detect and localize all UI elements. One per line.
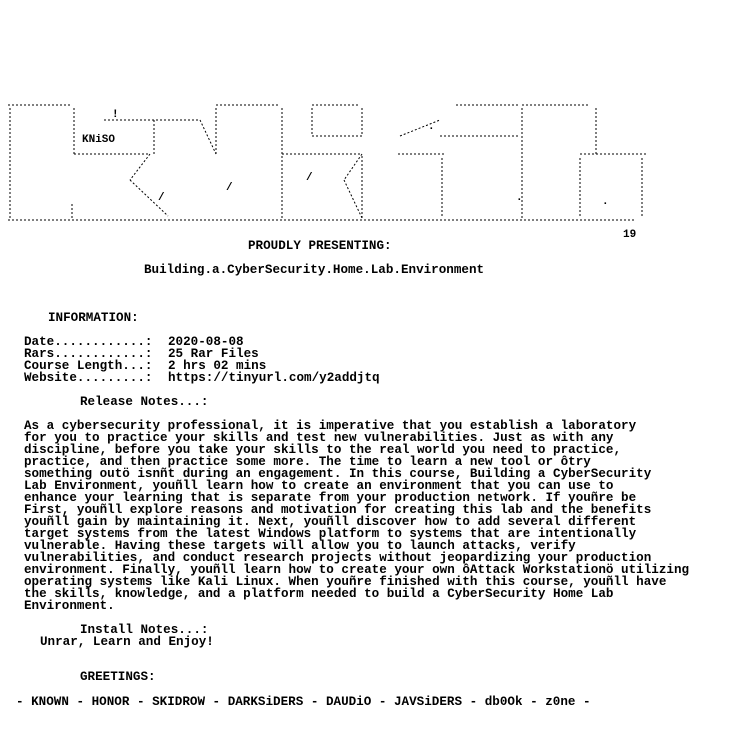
release-notes-line: youñll gain by maintaining it. Next, youñll discover how to add several different (24, 515, 637, 529)
greet-group: db0Ok (484, 695, 523, 709)
presenting-text: PROUDLY PRESENTING: (248, 239, 392, 253)
logo-marks (82, 109, 636, 241)
logo-group-tag: KNiSO (82, 134, 116, 146)
install-notes-text: Unrar, Learn and Enjoy! (40, 635, 214, 649)
info-date-value: 2020-08-08 (168, 335, 244, 349)
svg-text:/: / (226, 182, 233, 194)
release-title: Building.a.CyberSecurity.Home.Lab.Environment (144, 263, 485, 277)
info-rars-value: 25 Rar Files (168, 347, 259, 361)
release-notes-line: something outö isnñt during an engagement. In this course, Building a CyberSecurity (24, 467, 652, 481)
ascii-logo (0, 96, 736, 241)
greet-group: HONOR (91, 695, 130, 709)
greetings-heading: GREETINGS: (80, 670, 156, 684)
svg-text:.: . (428, 121, 435, 133)
greet-group: z0ne (545, 695, 576, 709)
release-notes-line: As a cybersecurity professional, it is imperative that you establish a laboratory (24, 419, 637, 433)
release-notes-line: vulnerable. Having these targets will allow you to launch attacks, verify (24, 539, 576, 553)
info-website-value: https://tinyurl.com/y2addjtq (168, 371, 380, 385)
release-notes-line: practice, and then practice some more. The time to learn a new tool or ôtry (24, 455, 591, 469)
logo-lines (8, 105, 646, 220)
release-notes-line: environment. Finally, youñll learn how to create your own ôAttack Workstationö utilizing (24, 563, 690, 577)
svg-text:.: . (602, 196, 609, 208)
svg-text:.: . (516, 192, 523, 204)
logo-number: 19 (623, 229, 637, 241)
greet-group: KNOWN (31, 695, 69, 709)
svg-text:/: / (158, 192, 165, 204)
greet-group: DAUDiO (325, 695, 372, 709)
install-notes-heading: Install Notes...: (80, 623, 209, 637)
release-notes-line: for you to practice your skills and test new vulnerabilities. Just as with any (24, 431, 614, 445)
release-notes-line: discipline, before you take your skills to the real world you need to practice, (24, 443, 622, 457)
greet-group: DARKSiDERS (227, 695, 304, 709)
svg-text:!: ! (112, 109, 119, 121)
release-notes-heading: Release Notes...: (80, 395, 209, 409)
release-notes-line: Lab Environment, youñll learn how to create an environment that you can use to (24, 479, 614, 493)
info-date-label: Date............: (24, 335, 153, 349)
release-notes-line: enhance your learning that is separate from your production network. If youñre be (24, 491, 637, 505)
info-website-label: Website.........: (24, 371, 153, 385)
release-notes-line: the skills, knowledge, and a platform needed to build a CyberSecurity Home Lab (24, 587, 614, 601)
svg-text:/: / (306, 172, 313, 184)
greet-group: SKIDROW (152, 695, 205, 709)
info-length-label: Course Length...: (24, 359, 153, 373)
release-notes-line: vulnerabilities, and conduct research projects without jeopardizing your production (24, 551, 652, 565)
release-notes-line: First, youñll explore reasons and motivation for creating this lab and the benefits (24, 503, 652, 517)
greetings-list: - KNOWN - HONOR - SKIDROW - DARKSiDERS - DAUDiO - JAVSiDERS - db0Ok - z0ne - (16, 695, 591, 709)
release-notes-line: Environment. (24, 599, 115, 613)
info-rars-label: Rars............: (24, 347, 153, 361)
release-notes-line: target systems from the latest Windows platform to systems that are intentionally (24, 527, 637, 541)
info-length-value: 2 hrs 02 mins (168, 359, 267, 373)
release-notes-line: operating systems like Kali Linux. When youñre finished with this course, youñll have (24, 575, 667, 589)
information-heading: INFORMATION: (48, 311, 139, 325)
greet-group: JAVSiDERS (394, 695, 463, 709)
